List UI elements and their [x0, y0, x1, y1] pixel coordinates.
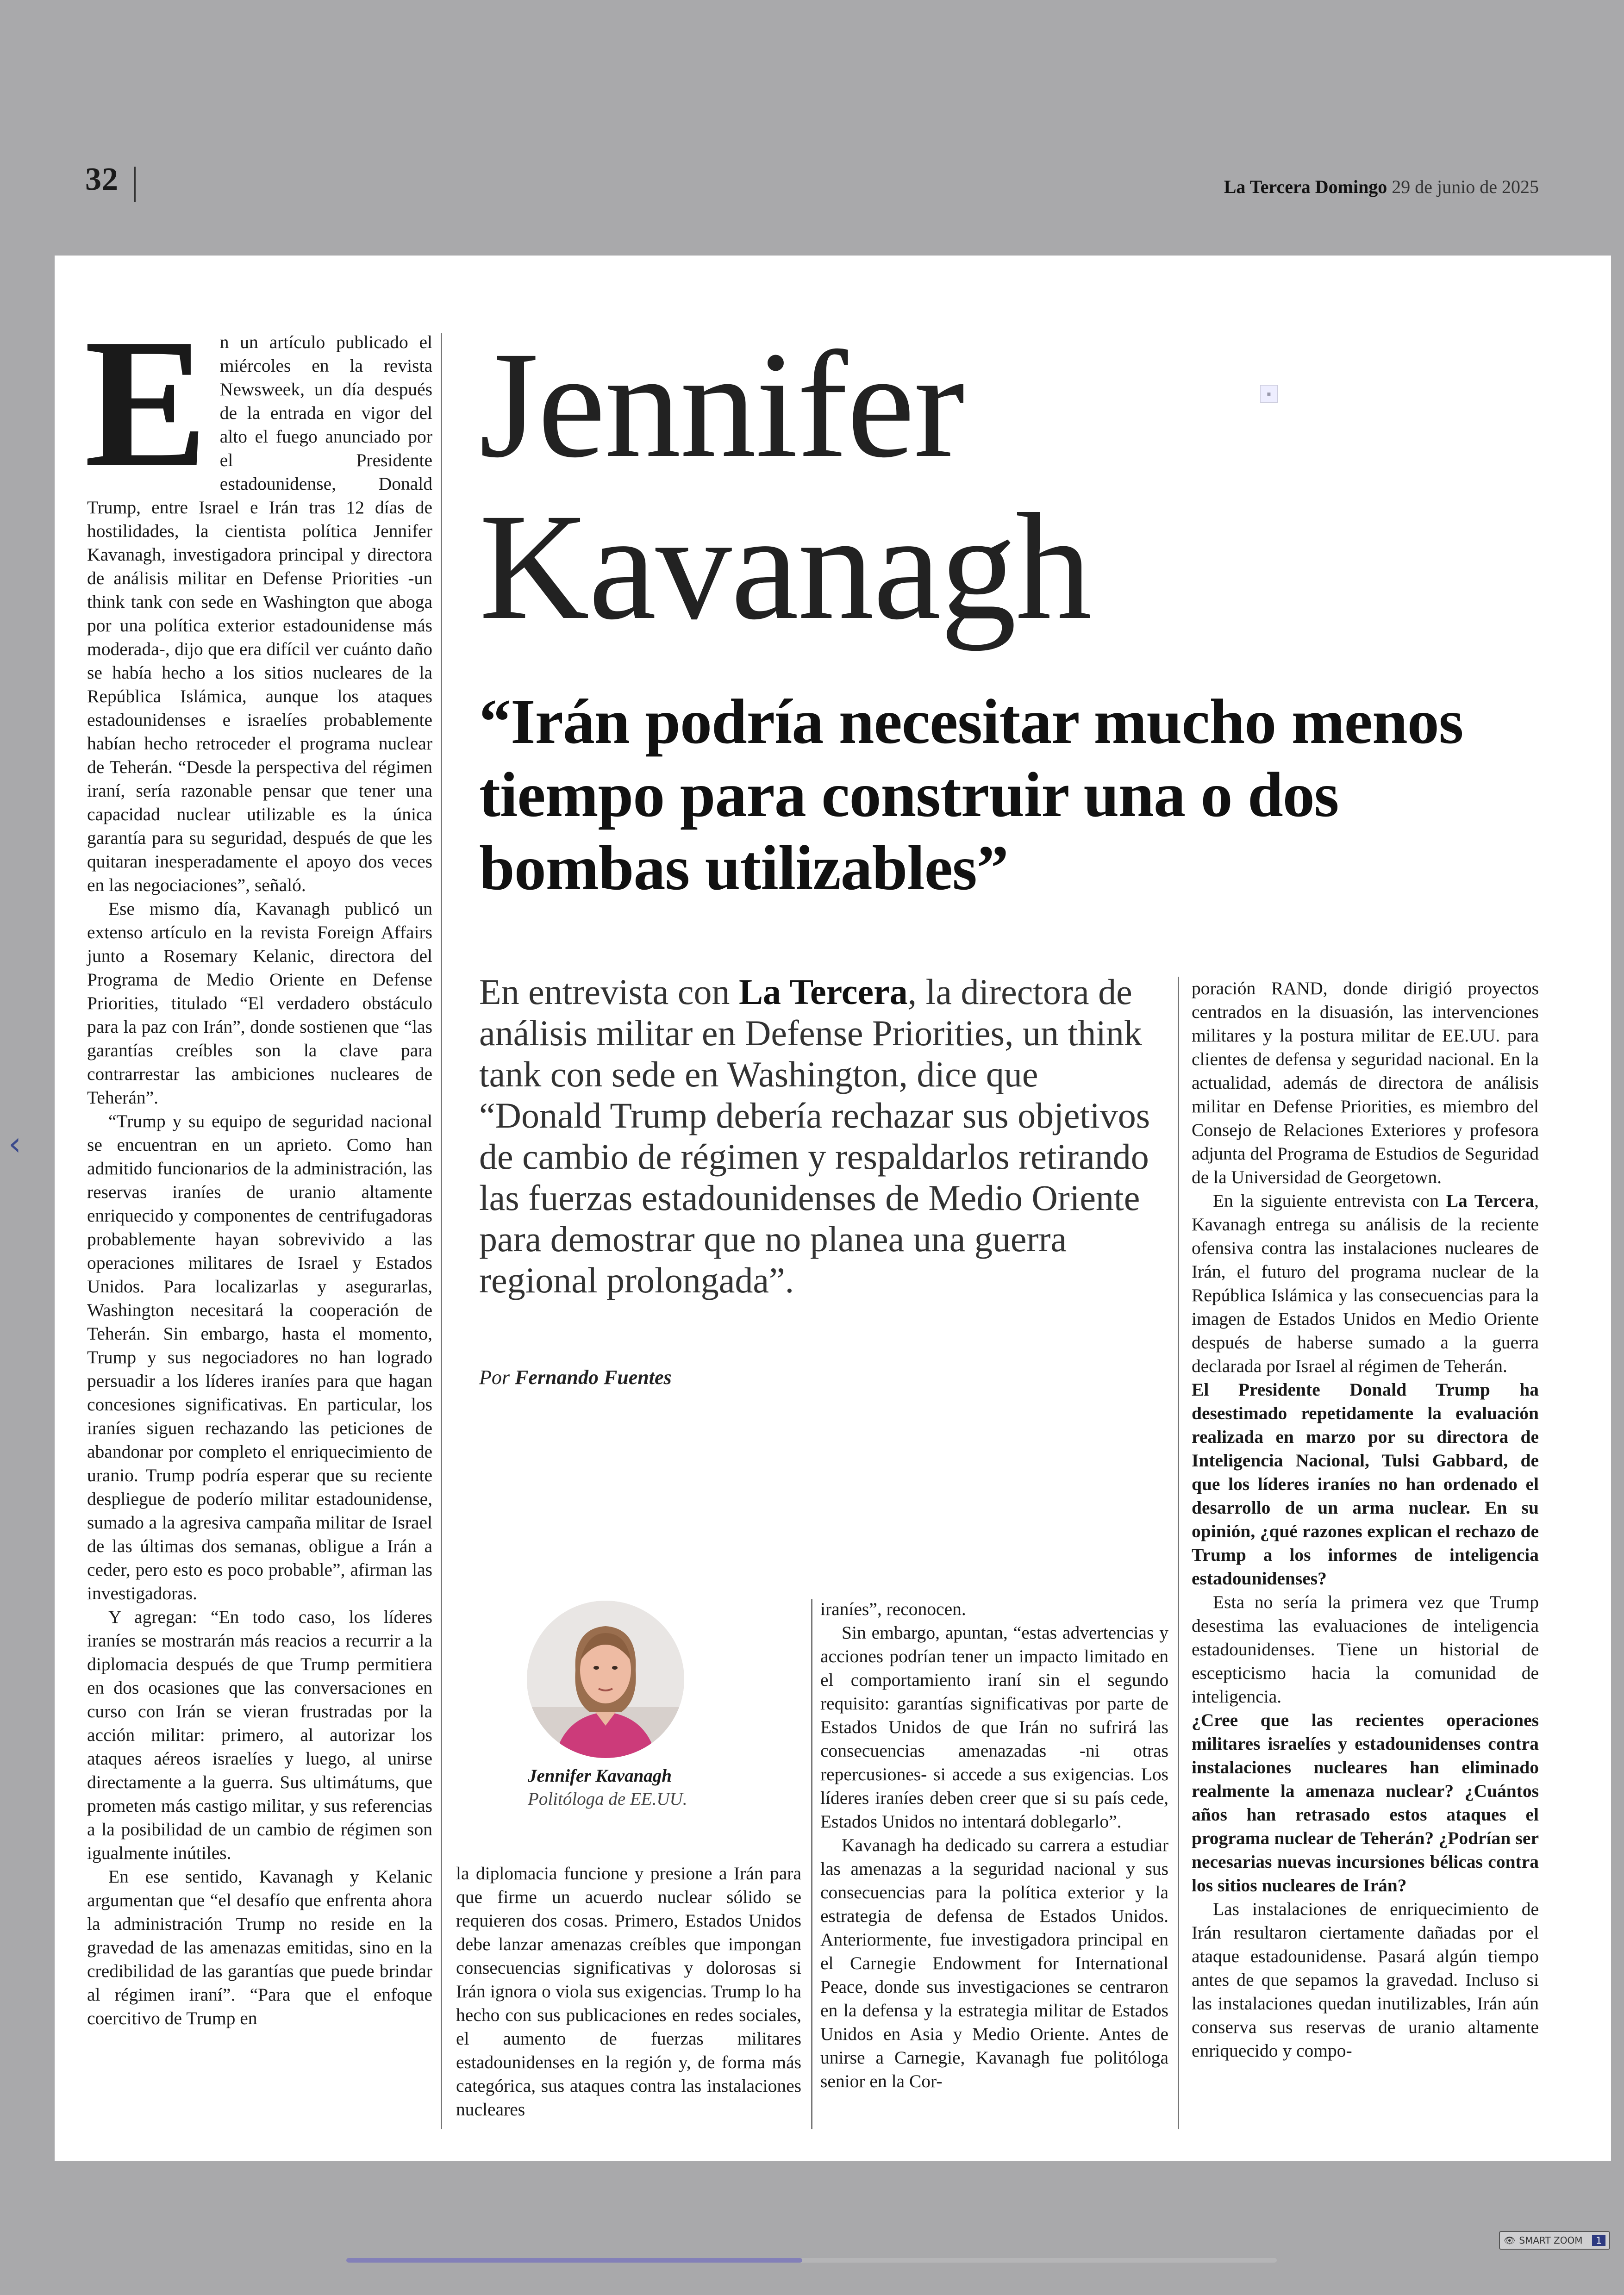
- smart-zoom-badge: 1: [1592, 2235, 1605, 2246]
- interview-answer-1: Esta no sería la primera vez que Trump desestima las evaluaciones de inteligencia estadounidenses. Tiene un historial de escepticismo hacia la comunidad de inteligencia.: [1192, 1592, 1539, 1707]
- col1-paragraph-5: En ese sentido, Kavanagh y Kelanic argumentan que “el desafío que enfrenta ahora la administración Trump no reside en la gravedad de las amenazas emitidas, sino en la credibilidad de las garantías que puede brindar al régimen iraní”. “Para que el enfoque coercitivo de Trump en: [87, 1866, 432, 2028]
- article-column-4: [1192, 977, 1539, 2063]
- interview-question-1: El Presidente Donald Trump ha desestimado repetidamente la evaluación realizada en marzo por su directora de Inteligencia Nacional, Tulsi Gabbard, de que los líderes iraníes no han ordenado el desarrollo de un arma nuclear. En su opinión, ¿qué razones explican el rechazo de Trump a los informes de inteligencia estadounidenses?: [1192, 1379, 1539, 1589]
- photo-caption-role: Politóloga de EE.UU.: [528, 1789, 687, 1809]
- interview-question-2: ¿Cree que las recientes operaciones militares israelíes y estadounidenses contra instalaciones nucleares han eliminado realmente la amenaza nuclear? ¿Cuántos años han retrasado estos ataques el programa nuclear de Teherán? ¿Podrían ser necesarias nuevas incursiones bélicas contra los sitios nucleares de Irán?: [1192, 1710, 1539, 1896]
- col1-paragraph-1: n un artículo publicado el miércoles en la revista Newsweek, un día después de la entrada en vigor del alto el fuego anunciado por el Presidente estadounidense, Donald Trump, entre Israel e Irán tras 12 días de hostilidades, la cientista política Jennifer Kavanagh, investigadora principal y directora de análisis militar en Defense Priorities -un think tank con sede en Washington que aboga por una política exterior estadounidense más moderada-, dijo que era difícil ver cuánto daño se había hecho a los sitios nucleares de la República Islámica, aunque los ataques estadounidenses e israelíes probablemente habían hecho retroceder el programa nuclear de Teherán. “Desde la perspectiva del régimen iraní, sería razonable pensar que tener una capacidad nuclear utilizable es la única garantía para su seguridad, después de que les quitaran inesperadamente el apoyo dos veces en las negociaciones”, señaló.: [87, 332, 432, 895]
- page-number-divider: [134, 167, 136, 202]
- interview-answer-2: Las instalaciones de enriquecimiento de Irán resultaron ciertamente dañadas por el ataque estadounidense. Pasará algún tiempo antes de que sepamos la gravedad. Incluso si las instalaciones quedan inutilizables, Irán aún conserva sus reservas de uranio altamente enriquecido y compo-: [1192, 1899, 1539, 2061]
- page-number: 32: [85, 162, 119, 197]
- chevron-left-icon[interactable]: ‹: [8, 1125, 21, 1163]
- page-scrollbar-thumb[interactable]: [346, 2258, 802, 2263]
- byline-prefix: Por: [479, 1366, 510, 1389]
- lead-pre: En entrevista con: [479, 972, 739, 1012]
- col4-p2-post: , Kavanagh entrega su análisis de la reciente ofensiva contra las instalaciones nucleares de Irán, el futuro del programa nuclear de la República Islámica y las consecuencias para la imagen de Estados Unidos en Medio Oriente después de haberse sumado a la guerra declarada por Israel al régimen de Teherán.: [1192, 1191, 1539, 1376]
- col1-paragraph-4: Y agregan: “En todo caso, los líderes iraníes se mostrarán más reacios a recurrir a la diplomacia después de que Trump permitiera en dos ocasiones que las conversaciones en curso con Irán se vieran frustradas por la acción militar: primero, al autorizar los ataques aéreos israelíes y luego, al unirse directamente a la guerra. Sus ultimátums, que prometen más castigo militar, y sus referencias a la posibilidad de un cambio de régimen son igualmente inútiles.: [87, 1607, 432, 1863]
- author-photo: [527, 1601, 684, 1758]
- col4-paragraph-1: poración RAND, donde dirigió proyectos centrados en la disuasión, las intervenciones militares y la postura militar de EE.UU. para clientes de defensa y seguridad nacional. En la actualidad, además de directora de análisis militar en Defense Priorities, es miembro del Consejo de Relaciones Exteriores y profesora adjunta del Programa de Estudios de Seguridad de la Universidad de Georgetown.: [1192, 978, 1539, 1187]
- col4-paragraph-2: [1192, 1189, 1539, 1378]
- name-line-1: Jennifer: [479, 320, 964, 489]
- column-rule: [811, 1599, 812, 2129]
- col1-paragraph-3: “Trump y su equipo de seguridad nacional se encuentran en un aprieto. Como han admitido funcionarios de la administración, las reservas iraníes de uranio altamente enriquecido y componentes de centrifugadoras probablemente hayan sobrevivido a las operaciones militares de Israel y Estados Unidos. Para localizarlas y asegurarlas, Washington necesitará la cooperación de Teherán. Sin embargo, hasta el momento, Trump y sus negociadores no han logrado persuadir a los líderes iraníes para que hagan concesiones significativas. En particular, los iraníes siguen rechazando las peticiones de abandonar por completo el enriquecimiento de uranio. Trump podría esperar que su reciente despliegue de poderío militar estadounidense, sumado a la agresiva campaña militar de Israel de las últimas dos semanas, obligue a Irán a ceder, pero esto es poco probable”, afirman las investigadoras.: [87, 1111, 432, 1603]
- lead-brand: La Tercera: [738, 972, 908, 1012]
- lead-paragraph: [479, 971, 1155, 1301]
- column-rule: [441, 333, 442, 2129]
- publication-name: La Tercera Domingo: [1224, 176, 1387, 197]
- publication-date: 29 de junio de 2025: [1392, 176, 1539, 197]
- column-rule: [1178, 977, 1179, 2129]
- col2-paragraph-1: la diplomacia funcione y presione a Irán para que firme un acuerdo nuclear sólido se requieren dos cosas. Primero, Estados Unidos debe lanzar amenazas creíbles que impongan consecuencias significativas y dolorosas si Irán ignora o viola sus exigencias. Trump lo ha hecho con sus publicaciones en redes sociales, el aumento de fuerzas militares estadounidenses en la región y, de forma más categórica, sus ataques contra las instalaciones nucleares: [456, 1863, 801, 2120]
- smart-zoom-button[interactable]: [1499, 2231, 1610, 2250]
- byline-author: Fernando Fuentes: [515, 1366, 672, 1389]
- headline: “Irán podría necesitar mucho menos tiempo para construir una o dos bombas utilizables”: [479, 686, 1463, 903]
- lead-post: , la directora de análisis militar en Defense Priorities, un think tank con sede en Washington, dice que “Donald Trump debería rechazar sus objetivos de cambio de régimen y respaldarlos retirando las fuerzas estadounidenses de Medio Oriente para demostrar que no planea una guerra regional prolongada”.: [479, 972, 1150, 1300]
- col3-paragraph-2: Sin embargo, apuntan, “estas advertencias y acciones podrían tener un impacto limitado en el comportamiento iraní sin el segundo requisito: garantías significativas por parte de Estados Unidos de que Irán no sufrirá las consecuencias amenazadas -ni otras repercusiones- si accede a sus exigencias. Los líderes iraníes deben creer que si su país cede, Estados Unidos no intentará doblegarlo”.: [820, 1622, 1168, 1832]
- byline: [479, 1366, 672, 1389]
- small-page-icon[interactable]: ▪: [1260, 385, 1278, 403]
- col1-paragraph-2: Ese mismo día, Kavanagh publicó un extenso artículo en la revista Foreign Affairs junto a Rosemary Kelanic, directora del Programa de Medio Oriente en Defense Priorities, titulado “El verdadero obstáculo para la paz con Irán”, donde sostienen que “las garantías creíbles son la clave para contrarrestar las ambiciones nucleares de Teherán”.: [87, 898, 432, 1108]
- masthead: [1224, 176, 1539, 198]
- article-column-1: [84, 300, 432, 2030]
- col3-paragraph-1: iraníes”, reconocen.: [820, 1599, 966, 1619]
- article-column-2: [456, 1862, 801, 2121]
- col4-p2-brand: La Tercera: [1446, 1191, 1535, 1211]
- drop-cap: E: [84, 300, 208, 505]
- name-line-2: Kavanagh: [479, 482, 1091, 651]
- photo-caption-name: Jennifer Kavanagh: [528, 1766, 672, 1786]
- col3-paragraph-3: Kavanagh ha dedicado su carrera a estudiar las amenazas a la seguridad nacional y sus consecuencias para la política exterior y la estrategia de defensa de Estados Unidos. Anteriormente, fue investigadora principal en el Carnegie Endowment for International Peace, donde sus investigaciones se centraron en la defensa y la estrategia militar de Estados Unidos en Asia y Medio Oriente. Antes de unirse a Carnegie, Kavanagh fue politóloga senior en la Cor-: [820, 1835, 1168, 2091]
- article-column-3: [820, 1597, 1168, 2093]
- smart-zoom-label: SMART ZOOM: [1519, 2235, 1583, 2246]
- interviewee-name: [479, 320, 1091, 651]
- col4-p2-pre: En la siguiente entrevista con: [1213, 1191, 1446, 1211]
- eye-icon: 👁: [1504, 2235, 1516, 2246]
